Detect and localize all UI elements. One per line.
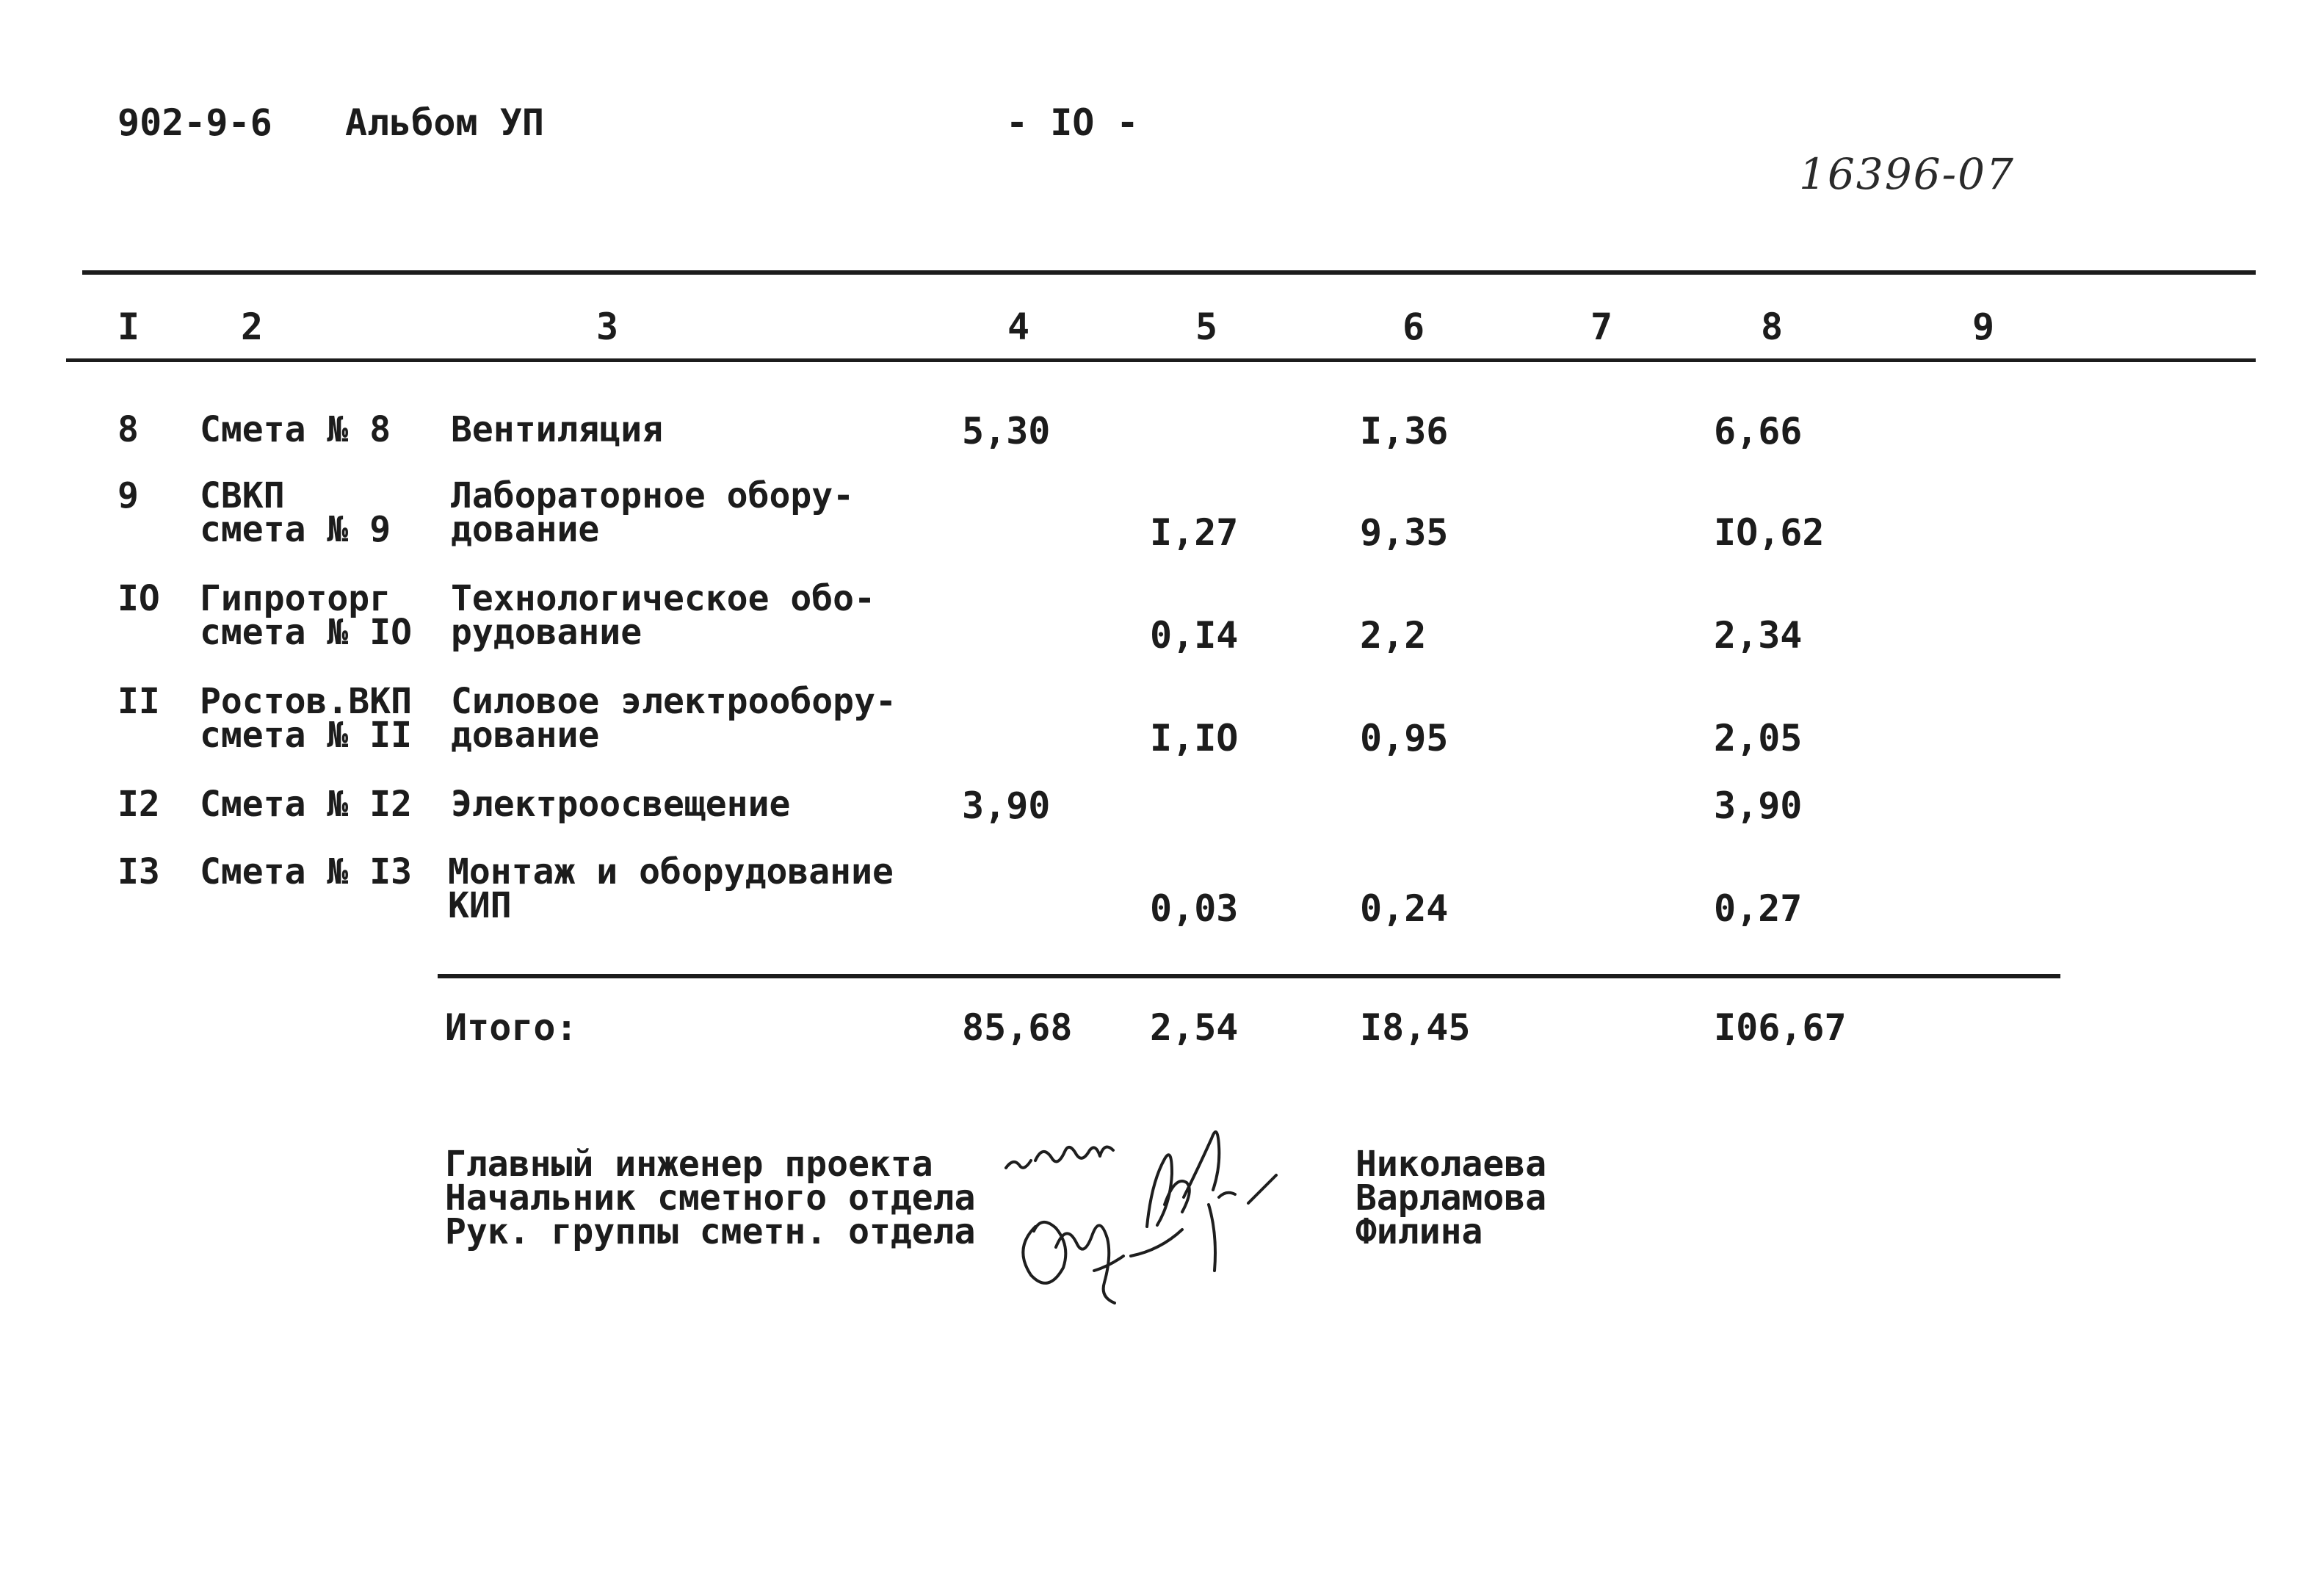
signatory-titles: Главный инженер проекта Начальник сметного отдела Рук. группы сметн. отдела [445,1144,976,1252]
row-source: Смета № I2 [200,784,412,825]
row-name: Вентиляция [451,409,663,450]
row-value-col5: 0,03 [1150,887,1239,930]
row-value-col6: 0,24 [1360,887,1449,930]
row-value-col8: 0,27 [1714,887,1803,930]
row-value-col8: 2,34 [1714,614,1803,657]
column-number: 2 [241,306,264,348]
row-value-col8: 3,90 [1714,784,1803,827]
row-value-col6: 2,2 [1360,614,1427,657]
inventory-number: 16396-07 [1799,149,2015,199]
row-number: II [117,681,160,722]
handwritten-signatures-icon [991,1116,1329,1307]
column-number: 7 [1590,306,1613,348]
album-label: Альбом УП [345,101,544,144]
row-name: Лабораторное обору- дование [451,475,855,550]
row-value-col4: 3,90 [962,784,1051,827]
row-name: Силовое электрообору- дование [451,681,897,756]
total-col8: I06,67 [1714,1006,1847,1049]
column-number: 3 [596,306,619,348]
total-col6: I8,45 [1360,1006,1471,1049]
doc-code: 902-9-6 [117,101,272,144]
row-name: Монтаж и оборудование КИП [448,851,894,926]
row-value-col6: I,36 [1360,410,1449,452]
column-number: 4 [1007,306,1030,348]
total-rule [438,974,2060,978]
row-name: Электроосвещение [451,784,791,825]
row-value-col8: IO,62 [1714,511,1825,554]
row-value-col6: 0,95 [1360,717,1449,759]
column-number: 8 [1761,306,1784,348]
row-number: I3 [117,851,160,892]
total-col5: 2,54 [1150,1006,1239,1049]
column-number: 5 [1195,306,1218,348]
column-number: I [117,306,140,348]
row-name: Технологическое обо- рудование [451,578,875,653]
row-source: Смета № I3 [200,851,412,892]
signatory-names: Николаева Варламова Филина [1355,1144,1547,1252]
table-top-rule [82,270,2256,275]
row-value-col4: 5,30 [962,410,1051,452]
row-source: СВКП смета № 9 [200,475,391,550]
total-label: Итого: [445,1006,578,1049]
row-value-col5: I,IO [1150,717,1239,759]
row-source: Гипроторг смета № IO [200,578,412,653]
row-value-col6: 9,35 [1360,511,1449,554]
row-value-col8: 6,66 [1714,410,1803,452]
row-source: Ростов.ВКП смета № II [200,681,412,756]
row-number: 8 [117,409,139,450]
column-number: 9 [1972,306,1995,348]
row-value-col5: 0,I4 [1150,614,1239,657]
row-value-col8: 2,05 [1714,717,1803,759]
row-number: IO [117,578,160,619]
row-number: 9 [117,475,139,516]
row-number: I2 [117,784,160,825]
row-value-col5: I,27 [1150,511,1239,554]
total-col4: 85,68 [962,1006,1073,1049]
row-source: Смета № 8 [200,409,391,450]
page-number: - IO - [1006,101,1139,144]
table-header-rule [66,358,2256,362]
column-number: 6 [1402,306,1425,348]
